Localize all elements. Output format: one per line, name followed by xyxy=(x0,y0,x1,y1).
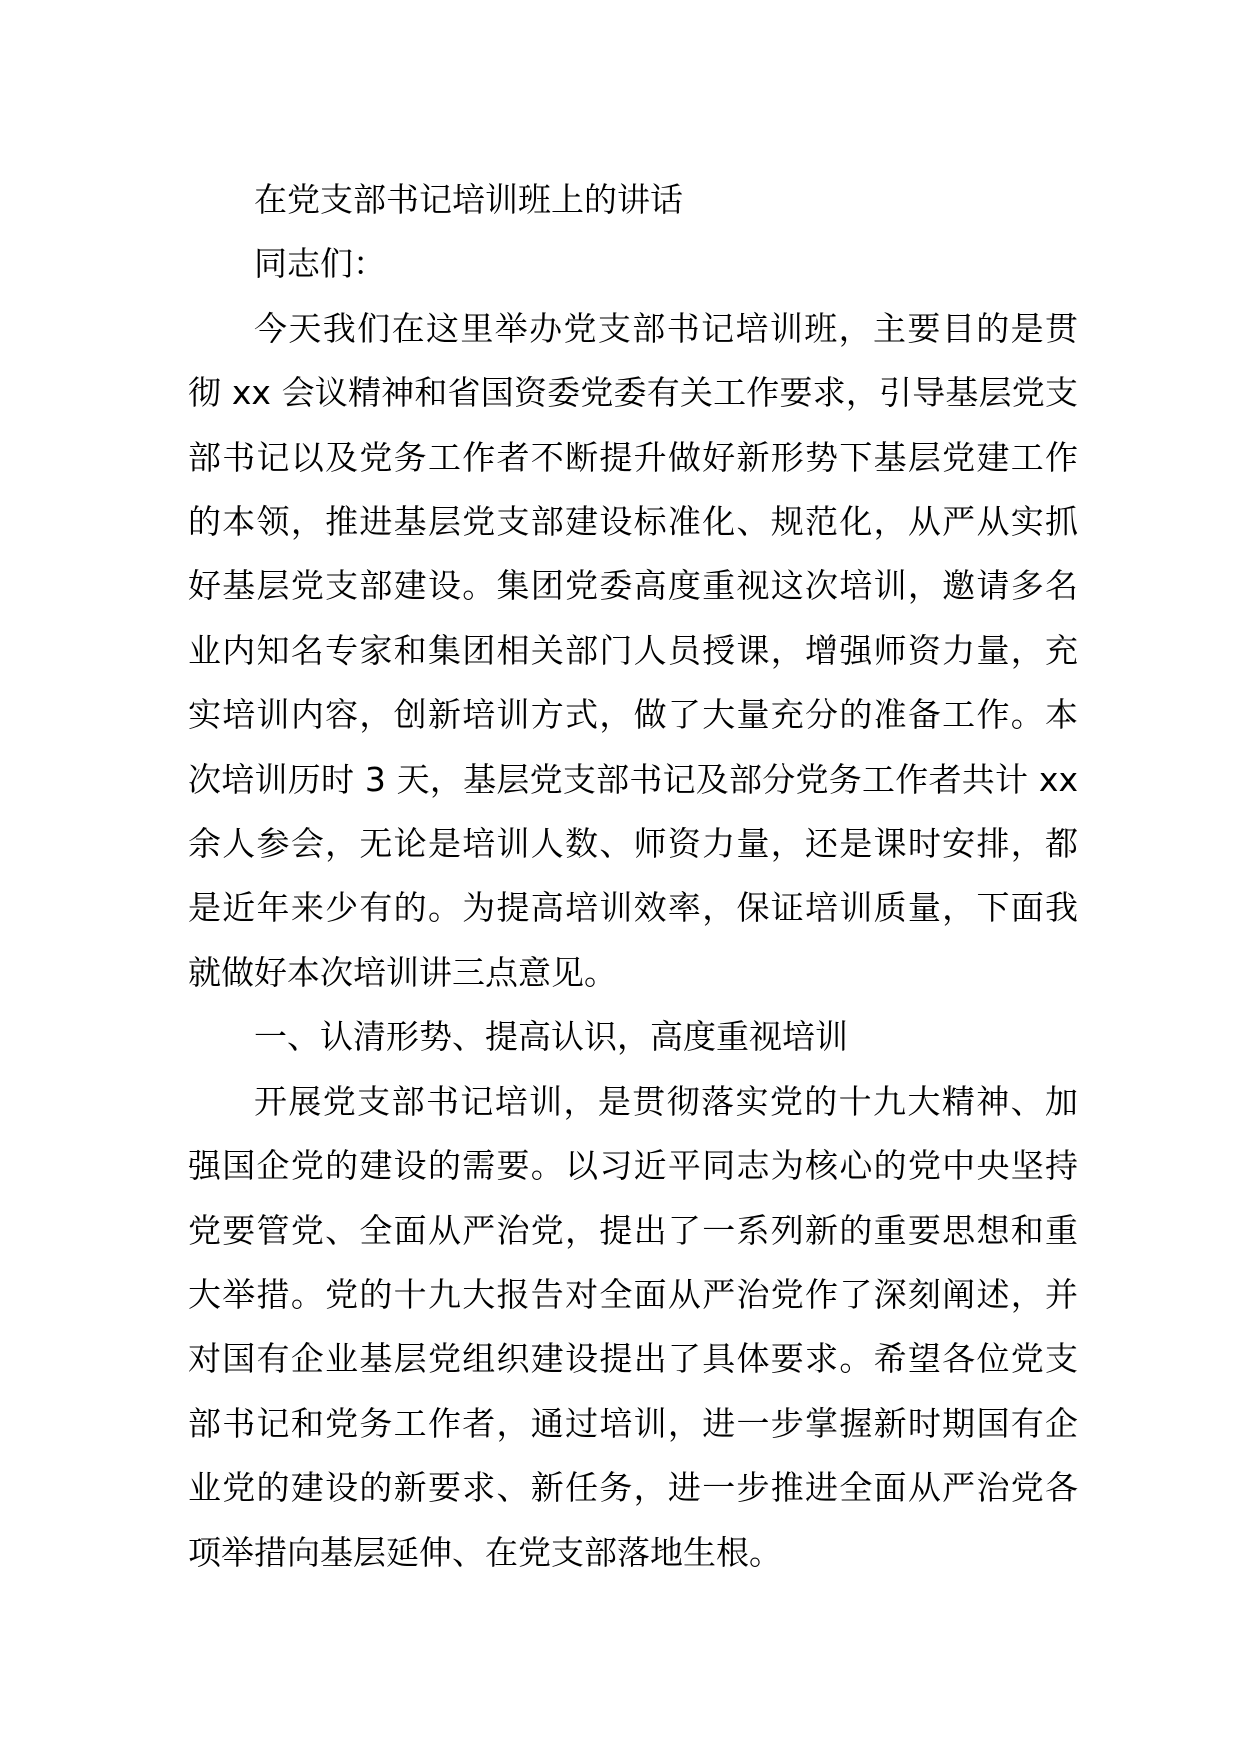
salutation: 同志们： xyxy=(254,244,386,284)
section-paragraph: 开展党支部书记培训，是贯彻落实党的十九大精神、加强国企党的建设的需要。以习近平同志为核心的党中央坚持党要管党、全面从严治党，提出了一系列新的重要思想和重大举措。党的十九大报告对全面从严治党作了深刻阐述，并对国有企业基层党组织建设提出了具体要求。希望各位党支部书记和党务工作者，通过培训，进一步掌握新时期国有企业党的建设的新要求、新任务，进一步推进全面从严治党各项举措向基层延伸、在党支部落地生根。 xyxy=(188,1081,1078,1572)
document-title: 在党支部书记培训班上的讲话 xyxy=(254,180,683,219)
intro-paragraph: 今天我们在这里举办党支部书记培训班，主要目的是贯彻 xx 会议精神和省国资委党委有关工作要求，引导基层党支部书记以及党务工作者不断提升做好新形势下基层党建工作的本领，推进基层党支部建设标准化、规范化，从严从实抓好基层党支部建设。集团党委高度重视这次培训，邀请多名业内知名专家和集团相关部门人员授课，增强师资力量，充实培训内容，创新培训方式，做了大量充分的准备工作。本次培训历时 3 天，基层党支部书记及部分党务工作者共计 xx 余人参会，无论是培训人数、师资力量，还是课时安排，都是近年来少有的。为提高培训效率，保证培训质量，下面我就做好本次培训讲三点意见。 xyxy=(188,308,1078,992)
document-body xyxy=(188,168,1078,1585)
section-heading: 一、认清形势、提高认识，高度重视培训 xyxy=(254,1017,848,1057)
